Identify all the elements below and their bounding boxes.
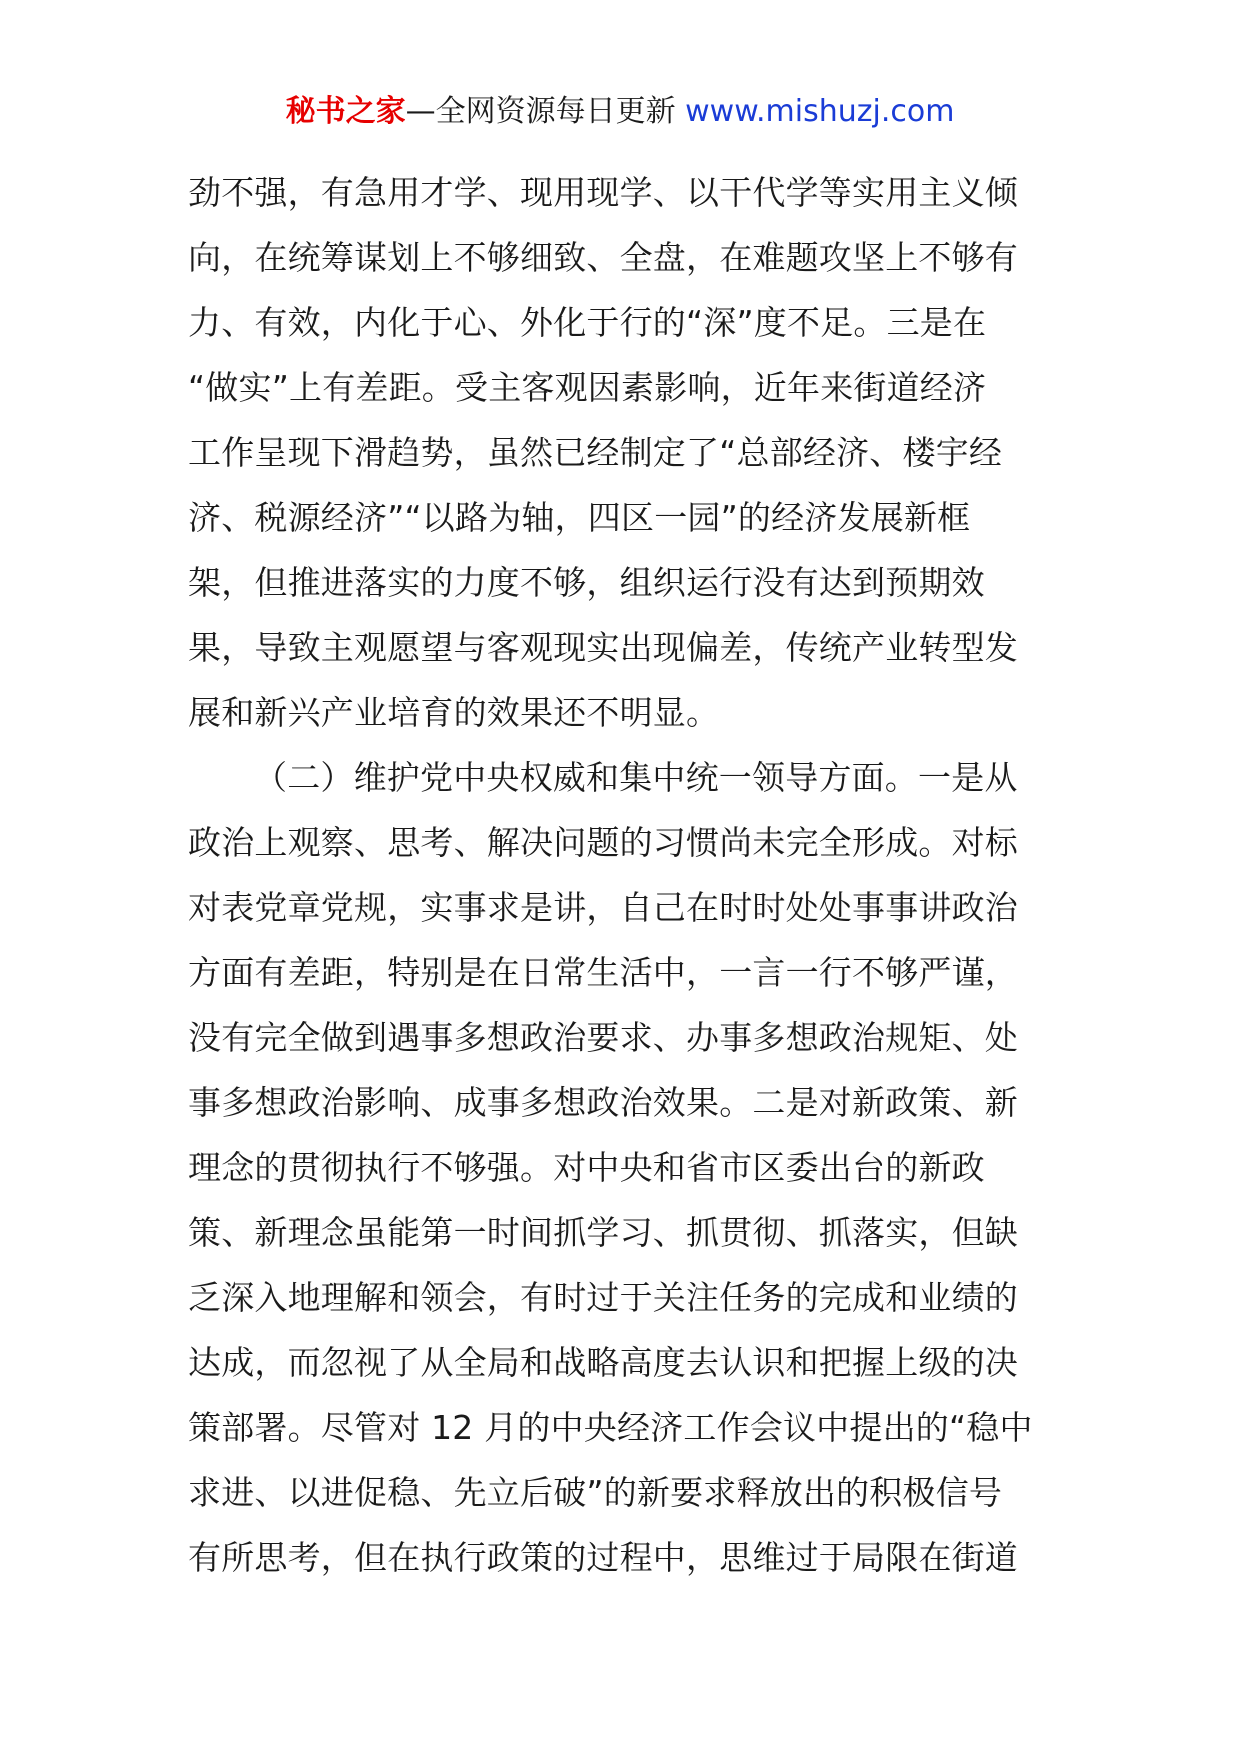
- text-line: 政治上观察、思考、解决问题的习惯尚未完全形成。对标: [188, 823, 1018, 862]
- text-line: 展和新兴产业培育的效果还不明显。: [188, 693, 720, 732]
- brand-name: 秘书之家: [285, 94, 406, 129]
- text-line: 没有完全做到遇事多想政治要求、办事多想政治规矩、处: [188, 1018, 1018, 1057]
- text-line: 策、新理念虽能第一时间抓学习、抓贯彻、抓落实，但缺: [188, 1213, 1018, 1252]
- text-line: 劲不强，有急用才学、现用现学、以干代学等实用主义倾: [188, 173, 1018, 212]
- text-line: 果，导致主观愿望与客观现实出现偏差，传统产业转型发: [188, 628, 1018, 667]
- text-line: 有所思考，但在执行政策的过程中，思维过于局限在街道: [188, 1538, 1018, 1577]
- section-heading-line: （二）维护党中央权威和集中统一领导方面。一是从: [254, 758, 1018, 797]
- text-line: 工作呈现下滑趋势，虽然已经制定了“总部经济、楼宇经: [188, 433, 1003, 472]
- text-line: 理念的贯彻执行不够强。对中央和省市区委出台的新政: [188, 1148, 985, 1187]
- text-line: 向，在统筹谋划上不够细致、全盘，在难题攻坚上不够有: [188, 238, 1018, 277]
- text-line: 乏深入地理解和领会，有时过于关注任务的完成和业绩的: [188, 1278, 1018, 1317]
- text-line: 对表党章党规，实事求是讲，自己在时时处处事事讲政治: [188, 888, 1018, 927]
- text-line: 事多想政治影响、成事多想政治效果。二是对新政策、新: [188, 1083, 1018, 1122]
- text-line: 达成，而忽视了从全局和战略高度去认识和把握上级的决: [188, 1343, 1018, 1382]
- site-header: [0, 92, 1240, 132]
- text-line: 策部署。尽管对 12 月的中央经济工作会议中提出的“稳中: [188, 1408, 1033, 1447]
- text-line: 方面有差距，特别是在日常生活中，一言一行不够严谨，: [188, 953, 1018, 992]
- site-url-link[interactable]: www.mishuzj.com: [685, 94, 955, 129]
- text-line: 力、有效，内化于心、外化于行的“深”度不足。三是在: [188, 303, 987, 342]
- text-line: 济、税源经济”“以路为轴，四区一园”的经济发展新框: [188, 498, 971, 537]
- text-line: “做实”上有差距。受主客观因素影响，近年来街道经济: [188, 368, 987, 407]
- document-body: [188, 160, 1058, 1590]
- text-line: 架，但推进落实的力度不够，组织运行没有达到预期效: [188, 563, 985, 602]
- text-line: 求进、以进促稳、先立后破”的新要求释放出的积极信号: [188, 1473, 1003, 1512]
- header-tagline: —全网资源每日更新: [405, 94, 676, 129]
